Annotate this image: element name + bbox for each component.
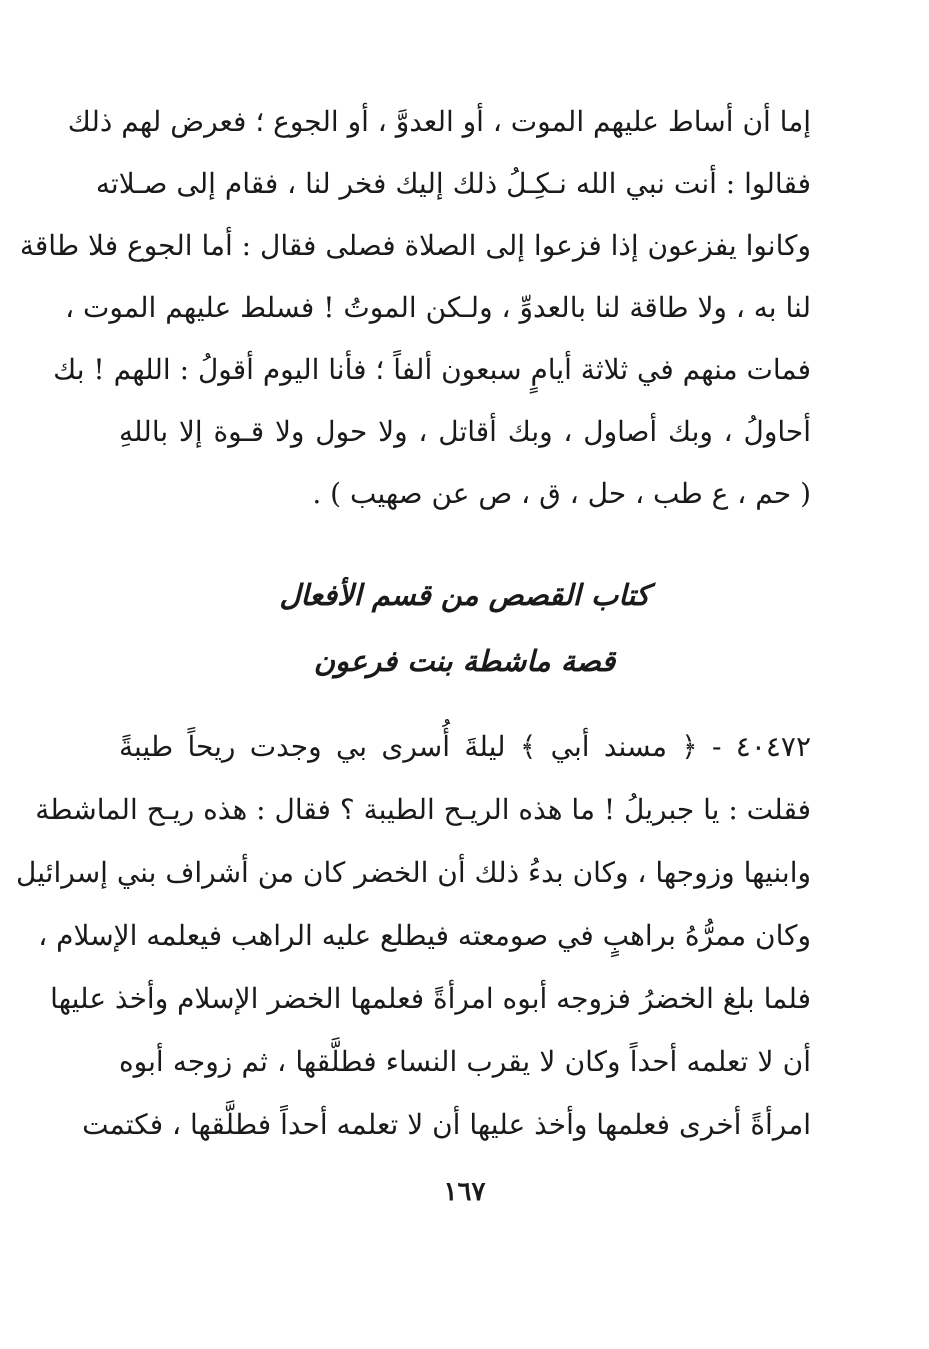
text-line: لنا به ، ولا طاقة لنا بالعدوِّ ، ولـكن الموتُ ! فسلط عليهم الموت ، xyxy=(65,291,811,324)
text-line: أحاولُ ، وبك أصاول ، وبك أقاتل ، ولا حول ولا قـوة إلا باللهِ xyxy=(119,415,811,448)
text-line: امرأةً أخرى فعلمها وأخذ عليها أن لا تعلمه أحداً فطلَّقها ، فكتمت xyxy=(82,1108,811,1141)
text-line: أن لا تعلمه أحداً وكان لا يقرب النساء فطلَّقها ، ثم زوجه أبوه xyxy=(119,1045,811,1078)
text-line: فلما بلغ الخضرُ فزوجه أبوه امرأةً فعلمها الخضر الإسلام وأخذ عليها xyxy=(50,982,811,1015)
book-title: كتاب القصص من قسم الأفعال xyxy=(279,578,650,612)
page-number: ١٦٧ xyxy=(443,1177,486,1207)
source-citation: ( حم ، ع طب ، حل ، ق ، ص عن صهيب ) . xyxy=(312,477,811,510)
text-line: فقلت : يا جبريلُ ! ما هذه الريـح الطيبة ؟ فقال : هذه ريـح الماشطة xyxy=(35,793,811,826)
text-line: فقالوا : أنت نبي الله نـكِـلُ ذلك إليك فخر لنا ، فقام إلى صـلاته xyxy=(95,167,811,200)
story-title: قصة ماشطة بنت فرعون xyxy=(313,644,616,678)
text-line: إما أن أساط عليهم الموت ، أو العدوَّ ، أو الجوع ؛ فعرض لهم ذلك xyxy=(67,105,811,138)
text-line: وكانوا يفزعون إذا فزعوا إلى الصلاة فصلى فقال : أما الجوع فلا طاقة xyxy=(19,229,811,262)
text-line: وابنيها وزوجها ، وكان بدءُ ذلك أن الخضر كان من أشراف بني إسرائيل xyxy=(16,856,811,889)
hadith-opening-line: ٤٠٤٧٢ - ﴿ مسند أبي ﴾ ليلةَ أُسرى بي وجدت ريحاً طيبةً xyxy=(119,730,811,763)
text-line: فمات منهم في ثلاثة أيامٍ سبعون ألفاً ؛ فأنا اليوم أقولُ : اللهم ! بك xyxy=(53,353,811,386)
text-line: وكان ممرُّهُ براهبٍ في صومعته فيطلع عليه الراهب فيعلمه الإسلام ، xyxy=(38,919,811,952)
